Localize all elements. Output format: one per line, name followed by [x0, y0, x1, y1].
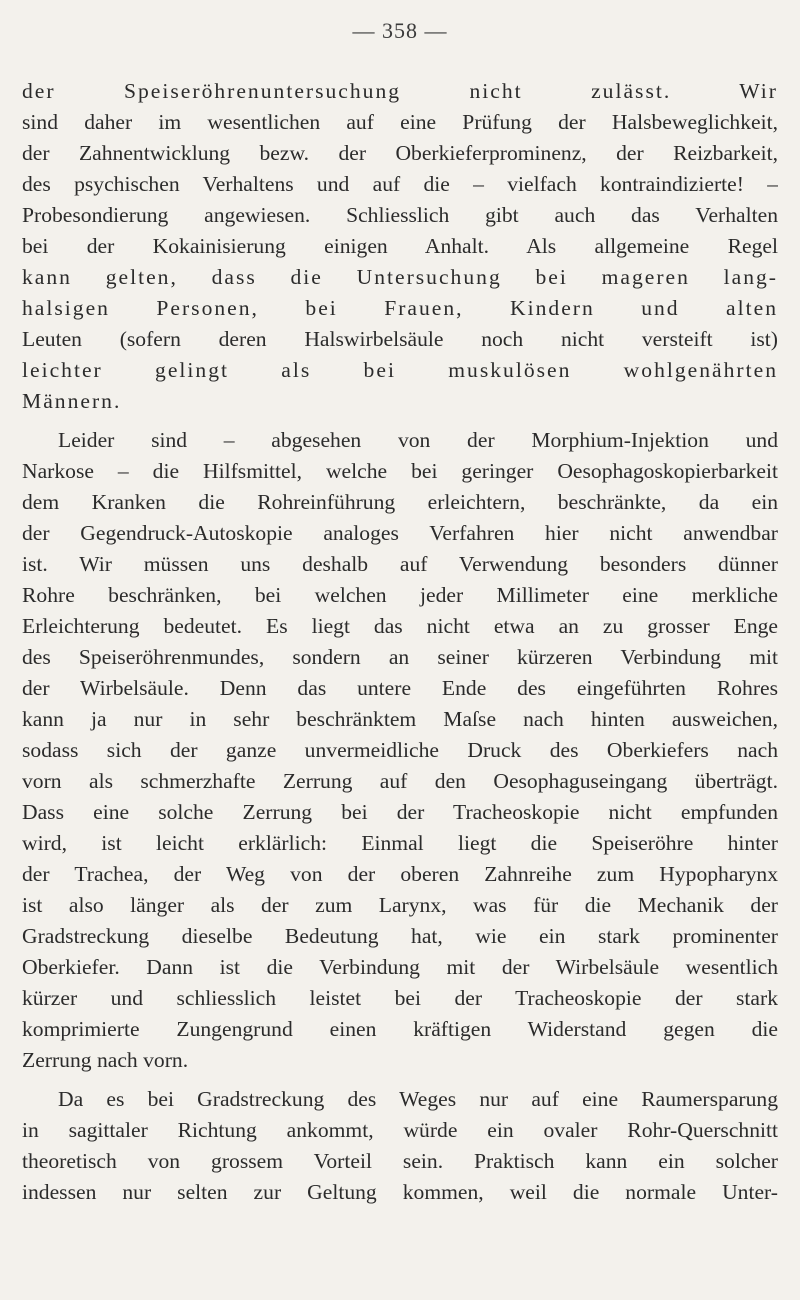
text-line: Leider sind – abgesehen von der Morphium-Injektion und — [58, 428, 778, 452]
text-line: Narkose – die Hilfsmittel, welche bei geringer Oesophagoskopierbarkeit — [22, 459, 778, 483]
text-line: ist also länger als der zum Larynx, was für die Mechanik der — [22, 893, 778, 917]
text-line: theoretisch von grossem Vorteil sein. Praktisch kann ein solcher — [22, 1149, 778, 1173]
text-line: kann gelten, dass die Untersuchung bei mageren lang- — [22, 265, 778, 289]
text-line: bei der Kokainisierung einigen Anhalt. Als allgemeine Regel — [22, 234, 778, 258]
text-line: der Trachea, der Weg von der oberen Zahnreihe zum Hypopharynx — [22, 862, 778, 886]
paragraph-1 — [22, 76, 778, 417]
text-line: Erleichterung bedeutet. Es liegt das nicht etwa an zu grosser Enge — [22, 614, 778, 638]
paragraph-gap — [22, 1076, 778, 1084]
text-line: Männern. — [22, 389, 122, 413]
text-line: in sagittaler Richtung ankommt, würde ein ovaler Rohr-Querschnitt — [22, 1118, 778, 1142]
text-line: des Speiseröhrenmundes, sondern an seiner kürzeren Verbindung mit — [22, 645, 778, 669]
text-line: Gradstreckung dieselbe Bedeutung hat, wie ein stark prominenter — [22, 924, 778, 948]
text-line: wird, ist leicht erklärlich: Einmal liegt die Speiseröhre hinter — [22, 831, 778, 855]
text-line: dem Kranken die Rohreinführung erleichtern, beschränkte, da ein — [22, 490, 778, 514]
text-line: des psychischen Verhaltens und auf die – vielfach kontraindizierte! – — [22, 172, 778, 196]
text-line: sind daher im wesentlichen auf eine Prüfung der Halsbeweglichkeit, — [22, 110, 778, 134]
text-line: Da es bei Gradstreckung des Weges nur auf eine Raumersparung — [58, 1087, 778, 1111]
text-line: halsigen Personen, bei Frauen, Kindern und alten — [22, 296, 778, 320]
text-line: kürzer und schliesslich leistet bei der Tracheoskopie der stark — [22, 986, 778, 1010]
text-line: ist. Wir müssen uns deshalb auf Verwendung besonders dünner — [22, 552, 778, 576]
text-line: leichter gelingt als bei muskulösen wohlgenährten — [22, 358, 778, 382]
text-line: Leuten (sofern deren Halswirbelsäule noch nicht versteift ist) — [22, 327, 778, 351]
text-line: Dass eine solche Zerrung bei der Tracheoskopie nicht empfunden — [22, 800, 778, 824]
text-line: sodass sich der ganze unvermeidliche Druck des Oberkiefers nach — [22, 738, 778, 762]
text-line: Oberkiefer. Dann ist die Verbindung mit der Wirbelsäule wesentlich — [22, 955, 778, 979]
text-line: komprimierte Zungengrund einen kräftigen Widerstand gegen die — [22, 1017, 778, 1041]
text-line: der Zahnentwicklung bezw. der Oberkieferprominenz, der Reizbarkeit, — [22, 141, 778, 165]
text-line: Rohre beschränken, bei welchen jeder Millimeter eine merkliche — [22, 583, 778, 607]
text-line: vorn als schmerzhafte Zerrung auf den Oesophaguseingang überträgt. — [22, 769, 778, 793]
text-line: Probesondierung angewiesen. Schliesslich gibt auch das Verhalten — [22, 203, 778, 227]
text-line: der Speiseröhrenuntersuchung nicht zulässt. Wir — [22, 79, 778, 103]
text-line: der Gegendruck-Autoskopie analoges Verfahren hier nicht anwendbar — [22, 521, 778, 545]
page-number: — 358 — — [352, 18, 448, 43]
text-line: Zerrung nach vorn. — [22, 1048, 189, 1072]
text-line: indessen nur selten zur Geltung kommen, weil die normale Unter- — [22, 1180, 778, 1204]
paragraph-3 — [22, 1084, 778, 1208]
text-line: der Wirbelsäule. Denn das untere Ende des eingeführten Rohres — [22, 676, 778, 700]
paragraph-gap — [22, 417, 778, 425]
text-line: kann ja nur in sehr beschränktem Maſse nach hinten ausweichen, — [22, 707, 778, 731]
body-text — [22, 76, 778, 1208]
paragraph-2 — [22, 425, 778, 1076]
